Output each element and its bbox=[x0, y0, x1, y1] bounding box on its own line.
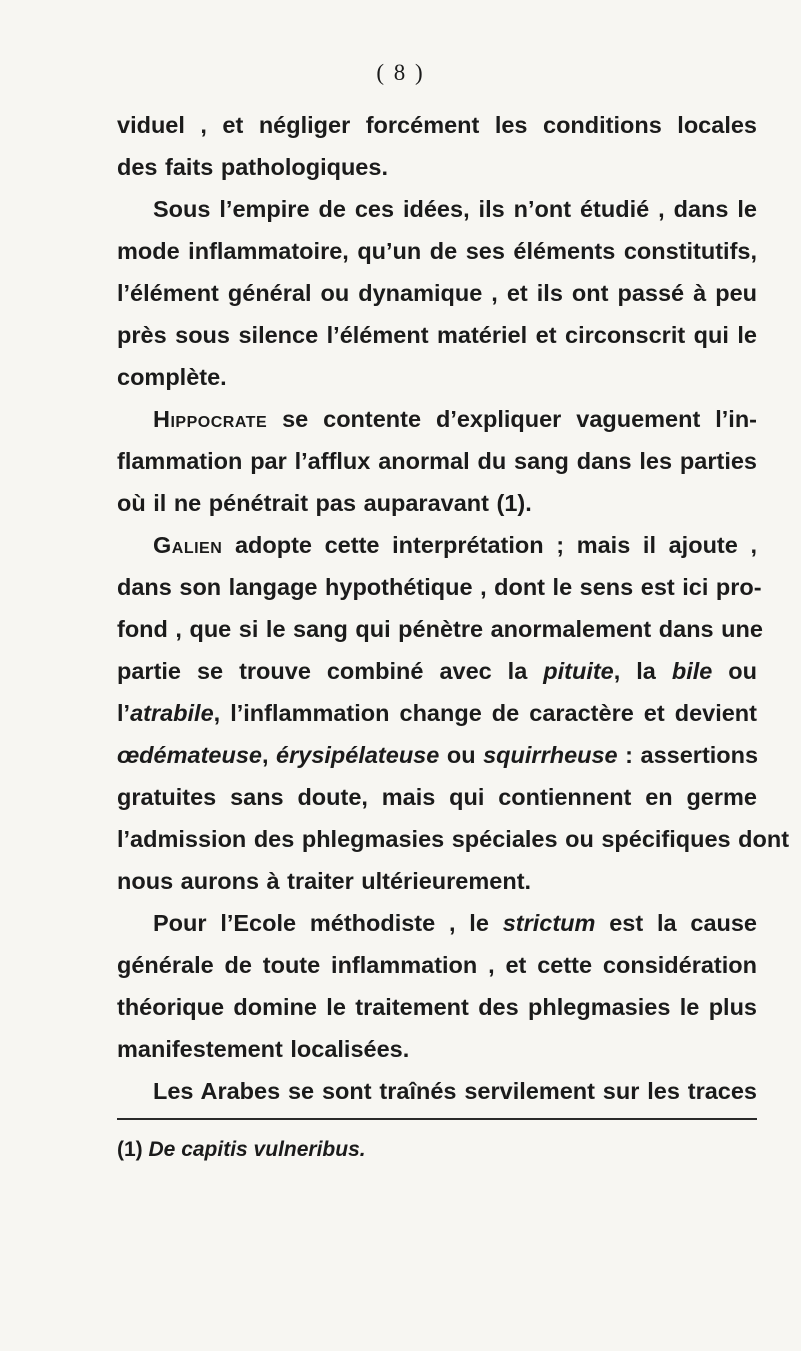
text-line bbox=[117, 902, 757, 944]
italic-term: érysipélateuse bbox=[276, 742, 440, 768]
text-line: où il ne pénétrait pas auparavant (1). bbox=[117, 490, 532, 516]
text-fragment: , bbox=[613, 658, 621, 684]
text-line: des faits pathologiques. bbox=[117, 154, 388, 180]
text-line: dans son langage hypothétique , dont le sens est ici pro- bbox=[117, 574, 762, 600]
text-fragment: se contente d’expliquer vaguement l’in- bbox=[282, 406, 757, 432]
footnote-marker: (1) bbox=[117, 1138, 143, 1161]
text-line: viduel , et négliger forcément les conditions locales bbox=[117, 112, 757, 138]
text-fragment: ou bbox=[728, 658, 758, 684]
text-line: près sous silence l’élément matériel et circonscrit qui le bbox=[117, 322, 757, 348]
text-fragment: l’ bbox=[117, 700, 131, 726]
text-line: manifestement localisées. bbox=[117, 1036, 410, 1062]
text-fragment: ou bbox=[446, 742, 476, 768]
text-fragment: partie se trouve combiné avec la bbox=[117, 658, 528, 684]
text-line: complète. bbox=[117, 364, 227, 390]
italic-term: strictum bbox=[502, 910, 596, 936]
page-number: ( 8 ) bbox=[376, 60, 425, 85]
text-line bbox=[117, 524, 757, 566]
text-line: gratuites sans doute, mais qui contiennent en germe bbox=[117, 784, 757, 810]
text-line: flammation par l’afflux anormal du sang dans les parties bbox=[117, 448, 757, 474]
text-line: fond , que si le sang qui pénètre anormalement dans une bbox=[117, 616, 763, 642]
text-line: mode inflammatoire, qu’un de ses éléments constitutifs, bbox=[117, 238, 757, 264]
italic-term: pituite bbox=[543, 658, 614, 684]
text-line: Les Arabes se sont traînés servilement sur les traces bbox=[153, 1078, 757, 1104]
text-fragment: , l’inflammation change de caractère et devient bbox=[213, 700, 757, 726]
text-line: nous aurons à traiter ultérieurement. bbox=[117, 868, 532, 894]
body-text bbox=[117, 104, 790, 1112]
text-line: l’admission des phlegmasies spéciales ou spécifiques dont bbox=[117, 826, 790, 852]
text-line: générale de toute inflammation , et cette considération bbox=[117, 952, 757, 978]
italic-term: atrabile bbox=[130, 700, 214, 726]
italic-term: œdémateuse bbox=[117, 742, 262, 768]
text-line bbox=[117, 692, 757, 734]
text-line: l’élément général ou dynamique , et ils ont passé à peu bbox=[117, 280, 757, 306]
text-fragment: la bbox=[636, 658, 656, 684]
text-line bbox=[117, 650, 757, 692]
italic-term: squirrheuse bbox=[483, 742, 618, 768]
text-fragment: est la cause bbox=[609, 910, 758, 936]
author-name: Galien bbox=[153, 532, 223, 558]
text-line: théorique domine le traitement des phlegmasies le plus bbox=[117, 994, 757, 1020]
text-fragment: adopte cette interprétation ; mais il ajoute , bbox=[234, 532, 757, 558]
text-fragment: : assertions bbox=[625, 742, 759, 768]
footnote bbox=[117, 1138, 366, 1162]
text-line bbox=[117, 734, 757, 776]
footnote-divider bbox=[117, 1118, 757, 1120]
footnote-text: De capitis vulneribus. bbox=[148, 1138, 366, 1161]
text-line: Sous l’empire de ces idées, ils n’ont étudié , dans le bbox=[153, 196, 757, 222]
author-name: Hippocrate bbox=[153, 406, 268, 432]
italic-term: bile bbox=[671, 658, 713, 684]
text-fragment: Pour l’Ecole méthodiste , le bbox=[153, 910, 489, 936]
text-line bbox=[117, 398, 757, 440]
text-fragment: , bbox=[261, 742, 269, 768]
